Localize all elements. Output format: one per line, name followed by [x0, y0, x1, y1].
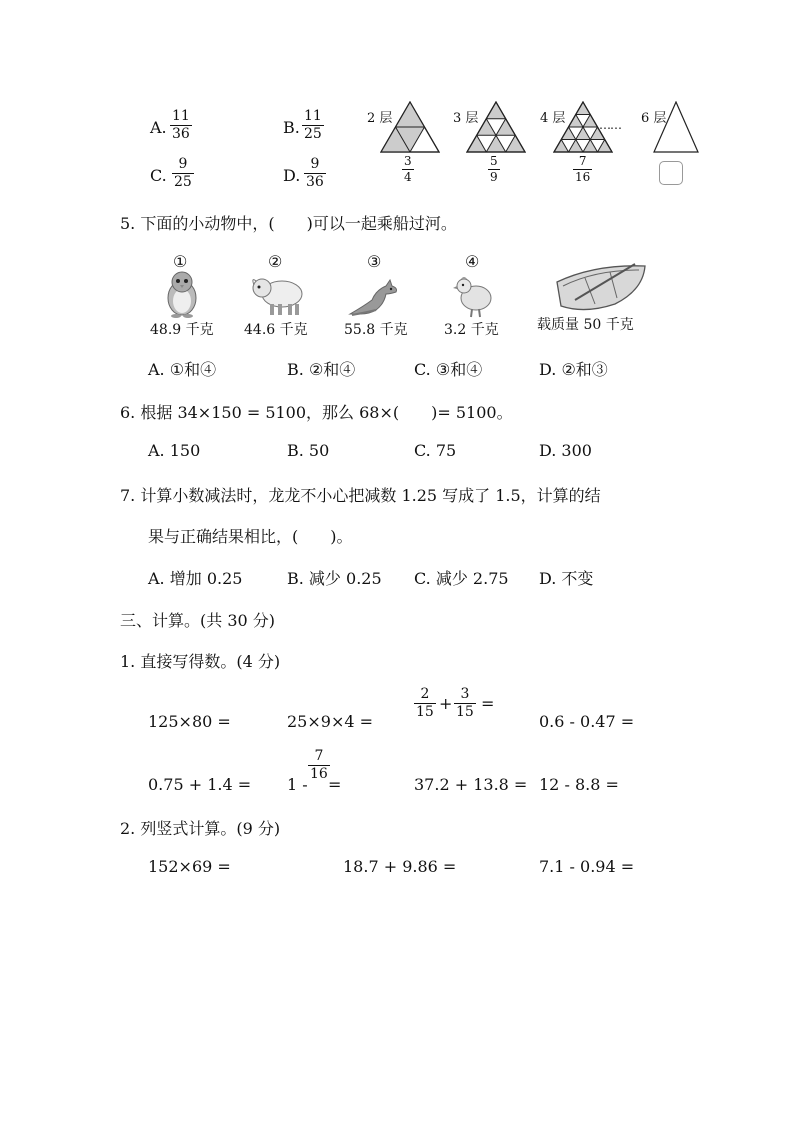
calc-item: 7.1 - 0.94 =	[539, 857, 635, 876]
animal-number: ④	[465, 252, 480, 271]
fraction: 7 16	[310, 748, 328, 783]
question-6-stem: 6. 根据 34×150 = 5100，那么 68×( )= 5100。	[120, 403, 513, 422]
ellipsis: ……	[599, 118, 621, 132]
question-7-stem-line2: 果与正确结果相比，( )。	[148, 527, 353, 546]
fraction: 9 36	[306, 156, 324, 191]
calc-item: 0.75 + 1.4 =	[148, 775, 252, 794]
animal-weight: 3.2 千克	[444, 322, 499, 338]
option-letter: A.	[150, 118, 167, 137]
equals-sign: =	[328, 775, 342, 794]
sheep-icon	[248, 272, 306, 316]
calc-item: 0.6 - 0.47 =	[539, 712, 635, 731]
question-7-stem-line1: 7. 计算小数减法时，龙龙不小心把减数 1.25 写成了 1.5，计算的结	[120, 486, 601, 505]
q7-option-a[interactable]: A. 增加 0.25	[148, 569, 243, 588]
q5-option-a[interactable]: A. ①和④	[148, 360, 217, 379]
animal-number: ③	[367, 252, 382, 271]
calc-item: 25×9×4 =	[287, 712, 374, 731]
calc-item: 18.7 + 9.86 =	[343, 857, 457, 876]
q6-option-d[interactable]: D. 300	[539, 441, 592, 460]
chicken-icon	[452, 274, 494, 318]
triangle-2-layers-icon	[380, 101, 440, 153]
calc-item: 12 - 8.8 =	[539, 775, 619, 794]
fraction: 11 36	[172, 108, 190, 143]
section-3-title: 三、计算。(共 30 分)	[120, 611, 276, 630]
plus-sign: +	[439, 694, 453, 713]
q6-option-a[interactable]: A. 150	[148, 441, 201, 460]
animal-weight: 55.8 千克	[344, 322, 408, 338]
boat-icon	[555, 260, 647, 316]
calc-item: 152×69 =	[148, 857, 231, 876]
fraction: 3 15	[456, 686, 474, 721]
q5-option-b[interactable]: B. ②和④	[287, 360, 356, 379]
equals-sign: =	[481, 694, 495, 713]
option-letter: D.	[283, 166, 301, 185]
calc-item: 125×80 =	[148, 712, 231, 731]
question-5-stem: 5. 下面的小动物中，( )可以一起乘船过河。	[120, 214, 457, 233]
q7-option-b[interactable]: B. 减少 0.25	[287, 569, 382, 588]
option-letter: C.	[150, 166, 167, 185]
part-1-title: 1. 直接写得数。(4 分)	[120, 652, 281, 671]
figure-label: 4 层	[540, 111, 566, 126]
kangaroo-icon	[346, 276, 402, 316]
one-minus: 1 -	[287, 775, 308, 794]
animal-weight: 44.6 千克	[244, 322, 308, 338]
q6-option-b[interactable]: B. 50	[287, 441, 330, 460]
q5-option-c[interactable]: C. ③和④	[414, 360, 483, 379]
answer-box[interactable]	[659, 161, 683, 185]
boat-capacity-label: 载质量 50 千克	[537, 317, 634, 333]
figure-fraction: 3 4	[404, 154, 412, 185]
fraction: 2 15	[416, 686, 434, 721]
triangle-4-layers-icon	[553, 101, 613, 153]
animal-weight: 48.9 千克	[150, 322, 214, 338]
triangle-3-layers-icon	[466, 101, 526, 153]
calc-item: 37.2 + 13.8 =	[414, 775, 528, 794]
animal-number: ①	[173, 252, 188, 271]
figure-label: 6 层	[641, 111, 667, 126]
figure-label: 3 层	[453, 111, 479, 126]
q7-option-d[interactable]: D. 不变	[539, 569, 594, 588]
figure-fraction: 7 16	[575, 154, 591, 185]
fraction: 11 25	[304, 108, 322, 143]
penguin-icon	[162, 270, 202, 318]
animal-number: ②	[268, 252, 283, 271]
figure-label: 2 层	[367, 111, 393, 126]
fraction: 9 25	[174, 156, 192, 191]
q6-option-c[interactable]: C. 75	[414, 441, 457, 460]
figure-fraction: 5 9	[490, 154, 498, 185]
triangle-6-layers-icon	[653, 101, 699, 153]
option-letter: B.	[283, 118, 300, 137]
q7-option-c[interactable]: C. 减少 2.75	[414, 569, 509, 588]
part-2-title: 2. 列竖式计算。(9 分)	[120, 819, 281, 838]
q5-option-d[interactable]: D. ②和③	[539, 360, 608, 379]
